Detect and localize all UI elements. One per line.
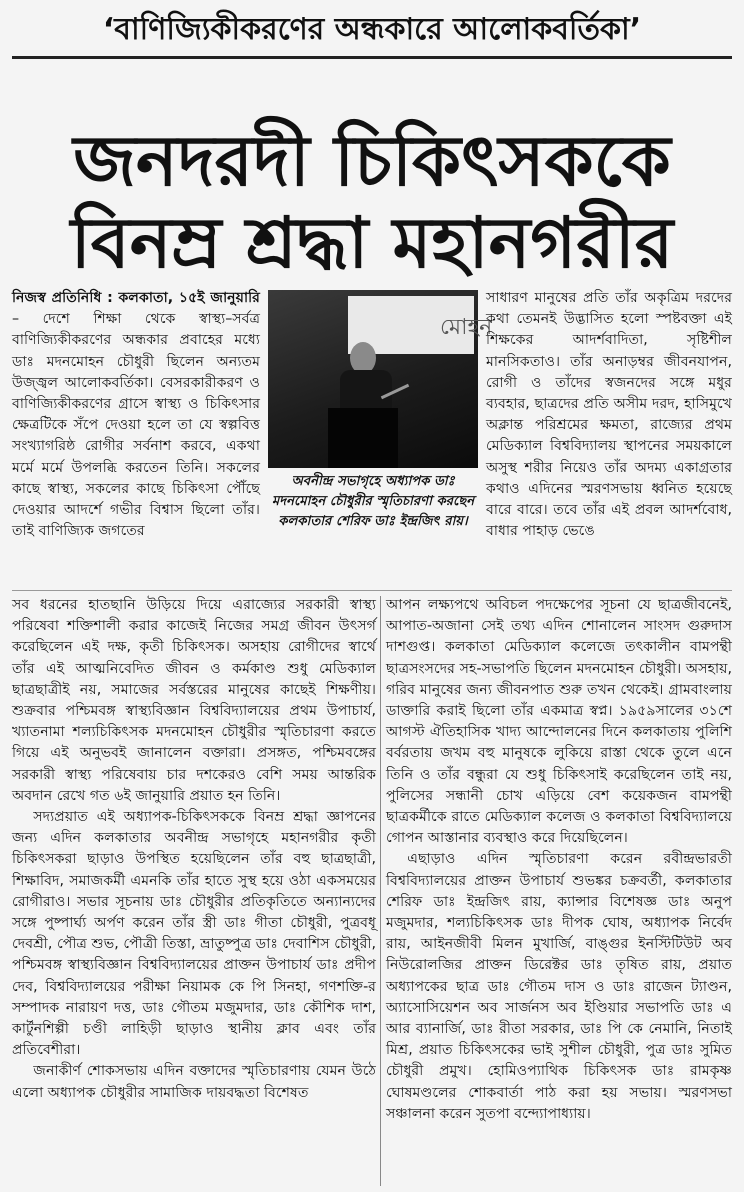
photo-banner-text: মোহন bbox=[440, 315, 493, 340]
byline: নিজস্ব প্রতিনিধি : কলকাতা, ১৫ই জানুয়ারি bbox=[12, 290, 260, 306]
paragraph-text: – দেশে শিক্ষা থেকে স্বাস্থ্য–সর্বত্র বাণিজ্যিকীকরণের অন্ধকার প্রবাহের মধ্যে ডাঃ মদনমোহন চৌধুরী ছিলেন অন্যতম উজ্জ্বল আলোকবর্তিকা। বেসরকারীকরণ ও বাণিজ্যিকীকরণের গ্রাসে স্বাস্থ্য ও চিকিৎসার ক্ষেত্রটিকে সঁপে দেওয়া হলে তা যে স্বল্পবিত্ত সংখ্যাগরিষ্ঠ রোগীর সর্বনাশ করবে, একথা মর্মে মর্মে উপলব্ধি করতেন তিনি। সকলের কাছে স্বাস্থ্য, সকলের কাছে চিকিৎসা পৌঁছে দেওয়ার আদর্শে গভীর বিশ্বাস ছিলো তাঁর। তাই বাণিজ্যিক জগতের bbox=[12, 311, 260, 540]
column-right-top bbox=[486, 288, 732, 542]
paragraph: আপন লক্ষ্যপথে অবিচল পদক্ষেপের সূচনা যে ছাত্রজীবনেই, আপাত-অজানা সেই তথ্য এদিন শোনালেন সাংসদ গুরুদাস দাশগুপ্ত। কলকাতা মেডিক্যাল কলেজে তৎকালীন বামপন্থী ছাত্রসংসদের সহ-সভাপতি ছিলেন মদনমোহন চৌধুরী। অসহায়, গরিব মানুষের জন্য জীবনপাত শুরু তখন থেকেই। গ্রামবাংলায় ডাক্তারি করাই ছিলো তাঁর একমাত্র স্বপ্ন। ১৯৫৯সালের ৩১শে আগস্ট ঐতিহাসিক খাদ্য আন্দোলনের দিনে কলকাতায় পুলিশি বর্বরতায় জখম বহু মানুষকে লুকিয়ে রাস্তা থেকে তুলে এনে তিনি ও তাঁর বন্ধুরা যে শুধু চিকিৎসাই করেছিলেন তাই নয়, পুলিসের সন্ধানী চোখ এড়িয়ে বেশ কয়েকজন বামপন্থী ছাত্রকর্মীকে রাতে মেডিক্যাল কলেজ ও কলকাতা বিশ্ববিদ্যালয়ে গোপন আস্তানার ব্যবস্থাও করে দিয়েছিলেন। bbox=[386, 597, 732, 847]
paragraph: এছাড়াও এদিন স্মৃতিচারণা করেন রবীন্দ্রভারতী বিশ্ববিদ্যালয়ের প্রাক্তন উপাচার্য শুভঙ্কর চক্রবর্তী, কলকাতার শেরিফ ডাঃ ইন্দ্রজিৎ রায়, ক্যান্সার বিশেষজ্ঞ ডাঃ অনুপ মজুমদার, শল্যচিকিৎসক ডাঃ দীপক ঘোষ, অধ্যাপক নির্বেদ রায়, আইনজীবী মিলন মুখার্জি, বাঙ্গুর ইনস্টিটিউট অব নিউরোলজির প্রাক্তন ডিরেক্টর ডাঃ তৃষিত রায়, প্রয়াত অধ্যাপকের ছাত্র ডাঃ গৌতম দাস ও ডাঃ রাজেন ট্যাণ্ডন, অ্যাসোসিয়েশন অব সার্জনস অব ইণ্ডিয়ার সভাপতি ডাঃ এ আর ব্যানার্জি, ডাঃ রীতা সরকার, ডাঃ পি কে নেমানি, নিতাই মিশ্র, প্রয়াত চিকিৎসকের ভাই সুশীল চৌধুরী, পুত্র ডাঃ সুমিত চৌধুরী প্রমুখ। হোমিওপ্যাথিক চিকিৎসক ডাঃ রামকৃষ্ণ ঘোষমণ্ডলের শোকবার্তা পাঠ করা হয় সভায়। স্মরণসভা সঞ্চালনা করেন সুতপা বন্দ্যোপাধ্যায়। bbox=[386, 851, 732, 1122]
article-kicker: ‘বাণিজ্যিকীকরণের অন্ধকারে আলোকবর্তিকা’ bbox=[102, 12, 642, 47]
kicker-divider bbox=[12, 56, 732, 59]
headline-line-2: বিনম্র শ্রদ্ধা মহানগরীর bbox=[70, 202, 674, 284]
paragraph: সব ধরনের হাতছানি উড়িয়ে দিয়ে এরাজ্যের সরকারী স্বাস্থ্য পরিষেবা শক্তিশালী করার কাজেই নিজের সমগ্র জীবন উৎসর্গ করেছিলেন এই দক্ষ, কৃতী চিকিৎসক। অসহায় রোগীদের স্বার্থে তাঁর এই আত্মনিবেদিত জীবন ও কর্মকাণ্ড শুধু মেডিক্যাল ছাত্রছাত্রীই নয়, সমাজের সর্বস্তরের মানুষের কাছেই শিক্ষণীয়। শুক্রবার পশ্চিমবঙ্গ স্বাস্থ্যবিজ্ঞান বিশ্ববিদ্যালয়ের প্রথম উপাচার্য, খ্যাতনামা শল্যচিকিৎসক মদনমোহন চৌধুরীর স্মৃতিচারণা করতে গিয়ে এই অনুভবই জানালেন বক্তারা। প্রসঙ্গত, পশ্চিমবঙ্গের সরকারী স্বাস্থ্য পরিষেবায় চার দশকেরও বেশি সময় আন্তরিক অবদান রেখে গত ৬ই জানুয়ারি প্রয়াত হন তিনি। bbox=[12, 597, 376, 804]
article-photo bbox=[268, 290, 493, 468]
paragraph: জনাকীর্ণ শোকসভায় এদিন বক্তাদের স্মৃতিচারণায় যেমন উঠে এলো অধ্যাপক চৌধুরীর সামাজিক দায়বদ্ধতা বিশেষত bbox=[12, 1063, 376, 1101]
section-divider bbox=[12, 590, 732, 591]
column-left-bottom bbox=[12, 595, 376, 1104]
column-divider bbox=[380, 596, 381, 1186]
photo-caption: অবনীন্দ্র সভাগৃহে অধ্যাপক ডাঃ মদনমোহন চৌধুরীর স্মৃতিচারণা করছেন কলকাতার শেরিফ ডাঃ ইন্দ্রজিৎ রায়। bbox=[271, 474, 475, 529]
headline-line-1: জনদরদী চিকিৎসককে bbox=[73, 120, 671, 202]
column-right-bottom bbox=[386, 595, 732, 1125]
paragraph bbox=[12, 288, 260, 542]
paragraph: সাধারণ মানুষের প্রতি তাঁর অকৃত্রিম দরদের কথা তেমনই উদ্ভাসিত হলো স্পষ্টবক্তা এই শিক্ষকের আদর্শবাদিতা, সৃষ্টিশীল মানসিকতাও। তাঁর অনাড়ম্বর জীবনযাপন, রোগী ও তাঁদের স্বজনদের সঙ্গে মধুর ব্যবহার, ছাত্রদের প্রতি অসীম দরদ, হাসিমুখে অক্লান্ত পরিশ্রমের ক্ষমতা, রাজ্যের প্রথম মেডিক্যাল বিশ্ববিদ্যালয় স্থাপনের সময়কালে অসুস্থ শরীর নিয়েও তাঁর অদম্য একাগ্রতার কথাও এদিনের স্মরণসভায় ধ্বনিত হয়েছে বারে বারে। তবে তাঁর এই প্রবল আদর্শবোধ, বাধার পাহাড় ভেঙে bbox=[486, 290, 732, 540]
paragraph: সদ্যপ্রয়াত এই অধ্যাপক-চিকিৎসককে বিনম্র শ্রদ্ধা জ্ঞাপনের জন্য এদিন কলকাতার অবনীন্দ্র সভাগৃহে মহানগরীর কৃতী চিকিৎসকরা ছাড়াও উপস্থিত হয়েছিলেন তাঁর বহু ছাত্রছাত্রী, শিক্ষাবিদ, সমাজকর্মী এমনকি তাঁর হাতে সুস্থ হয়ে ওঠা একসময়ের রোগীরাও। সভার সূচনায় ডাঃ চৌধুরীর প্রতিকৃতিতে অন্যান্যদের সঙ্গে পুষ্পার্ঘ্য অর্পণ করেন তাঁর স্ত্রী ডাঃ গীতা চৌধুরী, পুত্রবধূ দেবশ্রী, পৌত্র শুভ, পৌত্রী তিস্তা, ভ্রাতুষ্পুত্র ডাঃ দেবাশিস চৌধুরী, পশ্চিমবঙ্গ স্বাস্থ্যবিজ্ঞান বিশ্ববিদ্যালয়ের প্রাক্তন উপাচার্য ডাঃ প্রদীপ দেব, বিশ্ববিদ্যালয়ের পরীক্ষা নিয়ামক কে পি সিনহা, গণশক্তি-র সম্পাদক নারায়ণ দত্ত, ডাঃ গৌতম মজুমদার, ডাঃ কৌশিক দাশ, কার্টুনশিল্পী চণ্ডী লাহিড়ী ছাড়াও স্থানীয় ক্লাব এবং তাঁর প্রতিবেশীরা। bbox=[12, 809, 376, 1059]
podium bbox=[328, 408, 398, 468]
column-left-top bbox=[12, 288, 260, 542]
